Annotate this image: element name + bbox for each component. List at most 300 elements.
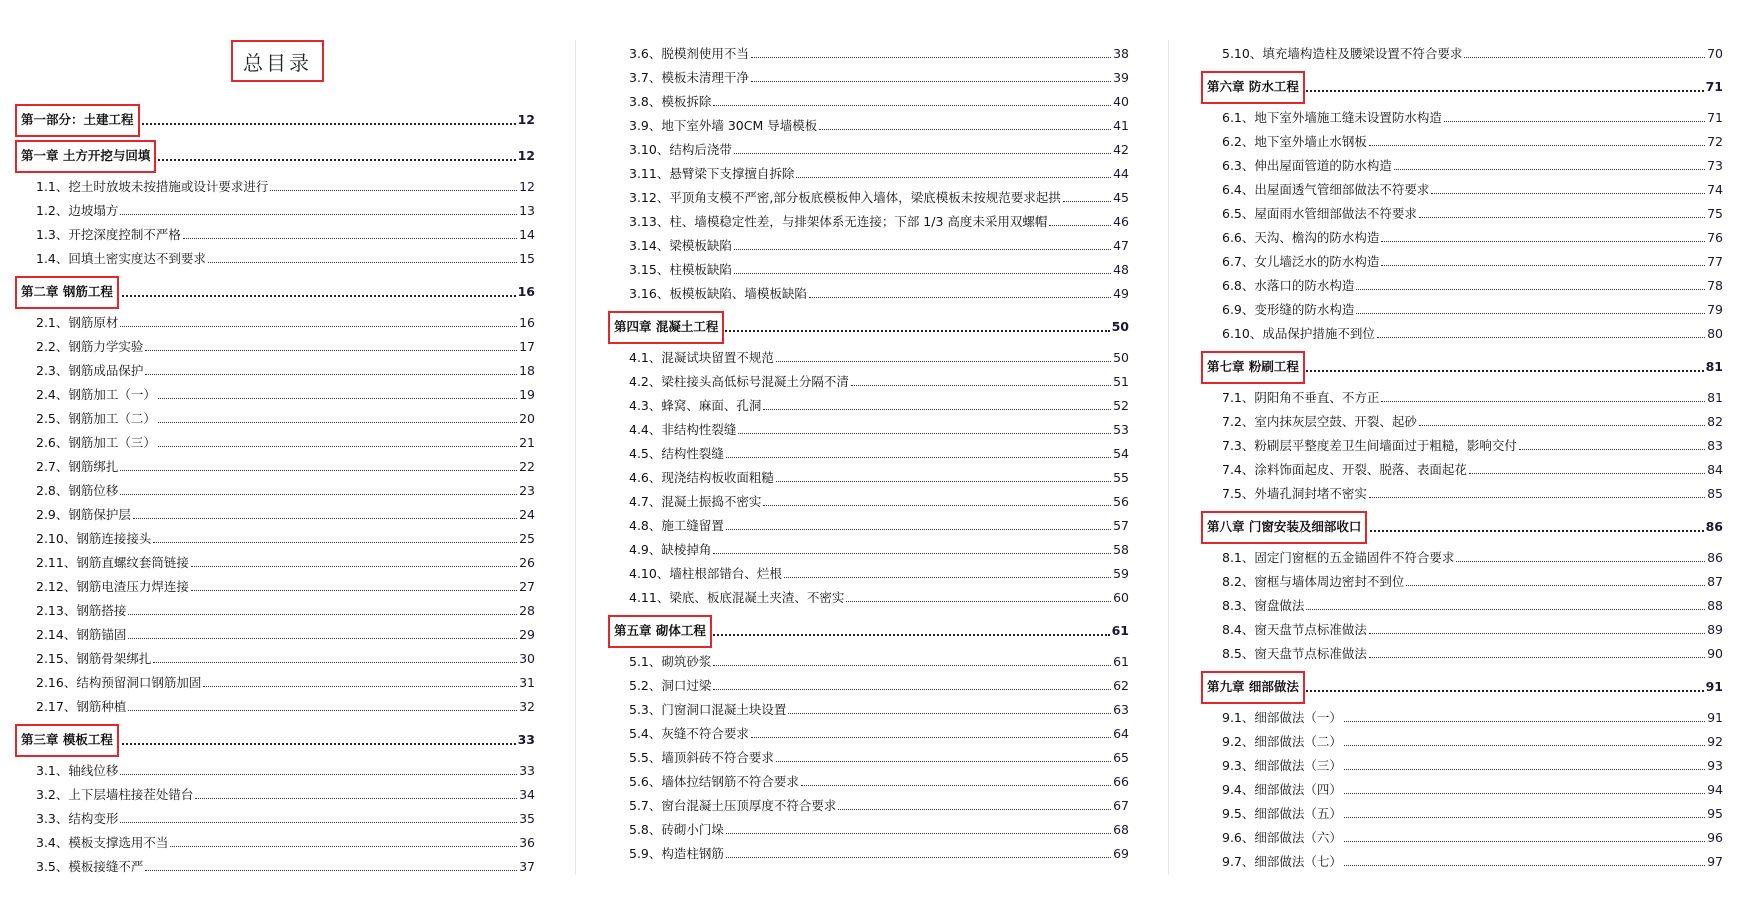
entry-title: 3.8、模板拆除 (629, 94, 712, 109)
page-number: 67 (1113, 798, 1129, 813)
page-number: 90 (1707, 646, 1723, 661)
entry-title: 3.9、地下室外墙 30CM 导墙模板 (629, 118, 818, 133)
entry-title: 7.1、阴阳角不垂直、不方正 (1222, 390, 1380, 405)
toc-entry[interactable] (608, 698, 1129, 722)
dot-leader (195, 798, 517, 799)
page-number: 26 (519, 555, 535, 570)
page-number: 80 (1707, 326, 1723, 341)
dot-leader (784, 577, 1111, 578)
dot-leader (1369, 145, 1705, 146)
entry-title: 3.4、模板支撑选用不当 (36, 835, 169, 850)
dot-leader (145, 350, 517, 351)
page-number: 48 (1113, 262, 1129, 277)
page-number: 28 (519, 603, 535, 618)
chapter-title: 第二章 钢筋工程 (15, 284, 115, 300)
entry-title: 2.9、钢筋保护层 (36, 507, 131, 522)
entry-title: 7.5、外墙孔洞封堵不密实 (1222, 486, 1367, 501)
chapter-title: 第八章 门窗安装及细部收口 (1201, 519, 1363, 535)
toc-entry[interactable] (15, 455, 535, 479)
dot-leader (713, 105, 1111, 106)
dot-leader (120, 494, 517, 495)
dot-leader (838, 809, 1111, 810)
toc-entry[interactable] (1201, 642, 1723, 666)
toc-entry[interactable] (1201, 410, 1723, 434)
dot-leader (1344, 721, 1705, 722)
page-number: 27 (519, 579, 535, 594)
toc-entry[interactable] (608, 586, 1129, 610)
page-number: 77 (1707, 254, 1723, 269)
dot-leader (120, 822, 517, 823)
page-number: 17 (519, 339, 535, 354)
toc-entry[interactable] (15, 855, 535, 879)
entry-title: 5.2、洞口过梁 (629, 678, 712, 693)
toc-entry[interactable] (608, 90, 1129, 114)
toc-entry[interactable] (15, 407, 535, 431)
page-number: 25 (519, 531, 535, 546)
dot-leader (183, 238, 517, 239)
page-number: 31 (519, 675, 535, 690)
toc-column-2 (608, 42, 1129, 866)
toc-entry[interactable] (608, 258, 1129, 282)
toc-entry[interactable] (1201, 826, 1723, 850)
page-number: 70 (1707, 46, 1723, 61)
page-number: 13 (519, 203, 535, 218)
toc-entry[interactable] (1201, 754, 1723, 778)
entry-title: 6.1、地下室外墙施工缝未设置防水构造 (1222, 110, 1442, 125)
entry-title: 4.1、混凝试块留置不规范 (629, 350, 774, 365)
page-number: 51 (1113, 374, 1129, 389)
toc-chapter-heading[interactable] (15, 275, 535, 307)
toc-entry[interactable] (1201, 298, 1723, 322)
toc-entry[interactable] (1201, 42, 1723, 66)
toc-entry[interactable] (15, 359, 535, 383)
page-number: 12 (517, 148, 535, 163)
dot-leader (1519, 449, 1705, 450)
toc-entry[interactable] (608, 394, 1129, 418)
page-divider (575, 40, 576, 875)
toc-entry[interactable] (608, 282, 1129, 306)
toc-entry[interactable] (15, 175, 535, 199)
dot-leader (1344, 793, 1705, 794)
toc-entry[interactable] (608, 210, 1129, 234)
toc-entry[interactable] (15, 503, 535, 527)
toc-entry[interactable] (15, 311, 535, 335)
page-number: 73 (1707, 158, 1723, 173)
page-number: 83 (1707, 438, 1723, 453)
page-number: 75 (1707, 206, 1723, 221)
dot-leader (776, 361, 1111, 362)
entry-title: 7.4、涂料饰面起皮、开裂、脱落、表面起花 (1222, 462, 1467, 477)
dot-leader (1419, 425, 1705, 426)
entry-title: 4.3、蜂窝、麻面、孔洞 (629, 398, 762, 413)
page-number: 54 (1113, 446, 1129, 461)
entry-title: 8.4、窗天盘节点标准做法 (1222, 622, 1367, 637)
entry-title: 5.9、构造柱钢筋 (629, 846, 724, 861)
dot-leader (145, 870, 517, 871)
page-number: 12 (517, 112, 535, 127)
dot-leader (1456, 561, 1705, 562)
dot-leader (153, 662, 517, 663)
toc-entry[interactable] (1201, 570, 1723, 594)
dot-leader (120, 774, 517, 775)
page-number: 84 (1707, 462, 1723, 477)
dot-leader (1344, 865, 1705, 866)
entry-title: 3.16、板模板缺陷、墙模板缺陷 (629, 286, 807, 301)
page-number: 49 (1113, 286, 1129, 301)
toc-entry[interactable] (15, 807, 535, 831)
entry-title: 3.7、模板未清理干净 (629, 70, 749, 85)
toc-entry[interactable] (15, 551, 535, 575)
toc-entry[interactable] (1201, 202, 1723, 226)
toc-chapter-heading[interactable] (1201, 670, 1723, 702)
entry-title: 4.5、结构性裂缝 (629, 446, 724, 461)
dot-leader (1394, 169, 1705, 170)
page-number: 45 (1113, 190, 1129, 205)
dot-leader (191, 590, 517, 591)
page-number: 71 (1707, 110, 1723, 125)
dot-leader (1444, 121, 1705, 122)
page-number: 35 (519, 811, 535, 826)
entry-title: 2.1、钢筋原材 (36, 315, 119, 330)
toc-entry[interactable] (1201, 226, 1723, 250)
toc-entry[interactable] (1201, 250, 1723, 274)
dot-leader (738, 433, 1111, 434)
entry-title: 4.4、非结构性裂缝 (629, 422, 737, 437)
entry-title: 3.14、梁模板缺陷 (629, 238, 732, 253)
dot-leader (751, 737, 1111, 738)
entry-title: 8.1、固定门窗框的五金锚固件不符合要求 (1222, 550, 1455, 565)
entry-title: 4.6、现浇结构板收面粗糙 (629, 470, 774, 485)
toc-entry[interactable] (15, 431, 535, 455)
toc-entry[interactable] (608, 42, 1129, 66)
entry-title: 9.3、细部做法（三） (1222, 758, 1342, 773)
page-number: 44 (1113, 166, 1129, 181)
dot-leader (153, 542, 517, 543)
page-number: 93 (1707, 758, 1723, 773)
toc-title: 总目录 (231, 40, 324, 82)
page-number: 14 (519, 227, 535, 242)
dot-leader (1356, 313, 1705, 314)
page-number: 79 (1707, 302, 1723, 317)
dot-leader (1464, 57, 1705, 58)
page-number: 68 (1113, 822, 1129, 837)
entry-title: 3.15、柱模板缺陷 (629, 262, 732, 277)
entry-title: 6.2、地下室外墙止水钢板 (1222, 134, 1367, 149)
toc-entry[interactable] (15, 247, 535, 271)
toc-entry[interactable] (608, 466, 1129, 490)
dot-leader (726, 529, 1111, 530)
toc-entry[interactable] (1201, 130, 1723, 154)
page-number: 60 (1113, 590, 1129, 605)
page-number: 58 (1113, 542, 1129, 557)
toc-entry[interactable] (1201, 274, 1723, 298)
dot-leader (809, 297, 1111, 298)
toc-entry[interactable] (15, 527, 535, 551)
entry-title: 3.13、柱、墙模稳定性差，与排架体系无连接；下部 1/3 高度未采用双螺帽 (629, 214, 1048, 229)
page-number: 34 (519, 787, 535, 802)
page-number: 42 (1113, 142, 1129, 157)
entry-title: 6.5、屋面雨水管细部做法不符要求 (1222, 206, 1417, 221)
toc-entry[interactable] (15, 599, 535, 623)
toc-entry[interactable] (608, 722, 1129, 746)
entry-title: 4.2、梁柱接头高低标号混凝土分隔不清 (629, 374, 849, 389)
toc-entry[interactable] (1201, 458, 1723, 482)
toc-entry[interactable] (15, 647, 535, 671)
dot-leader (120, 470, 517, 471)
dot-leader (120, 326, 517, 327)
page-number: 76 (1707, 230, 1723, 245)
entry-title: 9.6、细部做法（六） (1222, 830, 1342, 845)
dot-leader (734, 273, 1111, 274)
entry-title: 3.3、结构变形 (36, 811, 119, 826)
entry-title: 9.1、细部做法（一） (1222, 710, 1342, 725)
entry-title: 8.5、窗天盘节点标准做法 (1222, 646, 1367, 661)
page-number: 36 (519, 835, 535, 850)
page-number: 21 (519, 435, 535, 450)
dot-leader (776, 481, 1111, 482)
toc-entry[interactable] (608, 746, 1129, 770)
toc-chapter-heading[interactable] (608, 310, 1129, 342)
toc-entry[interactable] (15, 623, 535, 647)
dot-leader (710, 634, 1110, 636)
dot-leader (726, 857, 1111, 858)
page-number: 86 (1705, 519, 1723, 534)
page-number: 50 (1113, 350, 1129, 365)
toc-entry[interactable] (608, 538, 1129, 562)
toc-entry[interactable] (15, 335, 535, 359)
toc-entry[interactable] (1201, 154, 1723, 178)
page-number: 39 (1113, 70, 1129, 85)
dot-leader (713, 689, 1111, 690)
toc-entry[interactable] (608, 346, 1129, 370)
page-number: 41 (1113, 118, 1129, 133)
page-number: 69 (1113, 846, 1129, 861)
toc-chapter-heading[interactable] (1201, 70, 1723, 102)
page-divider (1168, 40, 1169, 875)
toc-entry[interactable] (608, 114, 1129, 138)
page-number: 15 (519, 251, 535, 266)
entry-title: 2.3、钢筋成品保护 (36, 363, 144, 378)
toc-chapter-heading[interactable] (1201, 350, 1723, 382)
entry-title: 4.11、梁底、板底混凝土夹渣、不密实 (629, 590, 845, 605)
dot-leader (1306, 609, 1705, 610)
page-number: 65 (1113, 750, 1129, 765)
entry-title: 2.17、钢筋种植 (36, 699, 127, 714)
entry-title: 2.5、钢筋加工（二） (36, 411, 156, 426)
toc-entry[interactable] (15, 199, 535, 223)
entry-title: 4.9、缺棱掉角 (629, 542, 712, 557)
toc-entry[interactable] (608, 794, 1129, 818)
entry-title: 8.3、窗盘做法 (1222, 598, 1305, 613)
page-number: 63 (1113, 702, 1129, 717)
dot-leader (713, 665, 1111, 666)
toc-chapter-heading[interactable] (608, 614, 1129, 646)
page-number: 91 (1705, 679, 1723, 694)
page-number: 53 (1113, 422, 1129, 437)
toc-chapter-heading[interactable] (15, 103, 535, 135)
toc-entry[interactable] (1201, 434, 1723, 458)
entry-title: 5.7、窗台混凝土压顶厚度不符合要求 (629, 798, 837, 813)
toc-entry[interactable] (1201, 178, 1723, 202)
entry-title: 2.8、钢筋位移 (36, 483, 119, 498)
chapter-title: 第一章 土方开挖与回填 (15, 148, 152, 164)
toc-entry[interactable] (15, 383, 535, 407)
dot-leader (763, 505, 1111, 506)
page-number: 57 (1113, 518, 1129, 533)
entry-title: 2.13、钢筋搭接 (36, 603, 127, 618)
page-number: 71 (1705, 79, 1723, 94)
entry-title: 5.1、砌筑砂浆 (629, 654, 712, 669)
dot-leader (133, 518, 517, 519)
toc-entry[interactable] (1201, 618, 1723, 642)
dot-leader (726, 833, 1111, 834)
entry-title: 8.2、窗框与墙体周边密封不到位 (1222, 574, 1405, 589)
toc-chapter-heading[interactable] (1201, 510, 1723, 542)
toc-entry[interactable] (1201, 706, 1723, 730)
page-number: 47 (1113, 238, 1129, 253)
entry-title: 1.3、开挖深度控制不严格 (36, 227, 181, 242)
entry-title: 1.1、挖土时放坡未按措施或设计要求进行 (36, 179, 269, 194)
toc-entry[interactable] (608, 514, 1129, 538)
toc-entry[interactable] (15, 479, 535, 503)
entry-title: 2.2、钢筋力学实验 (36, 339, 144, 354)
toc-entry[interactable] (608, 818, 1129, 842)
toc-entry[interactable] (1201, 482, 1723, 506)
page-number: 97 (1707, 854, 1723, 869)
toc-entry[interactable] (15, 575, 535, 599)
dot-leader (1063, 201, 1111, 202)
toc-entry[interactable] (1201, 778, 1723, 802)
toc-entry[interactable] (15, 831, 535, 855)
entry-title: 6.8、水落口的防水构造 (1222, 278, 1355, 293)
page-number: 38 (1113, 46, 1129, 61)
page-number: 92 (1707, 734, 1723, 749)
toc-entry[interactable] (608, 770, 1129, 794)
toc-entry[interactable] (608, 138, 1129, 162)
dot-leader (1344, 841, 1705, 842)
toc-entry[interactable] (15, 759, 535, 783)
page-number: 64 (1113, 726, 1129, 741)
dot-leader (128, 638, 517, 639)
toc-entry[interactable] (1201, 386, 1723, 410)
dot-leader (1369, 657, 1705, 658)
page-number: 96 (1707, 830, 1723, 845)
toc-entry[interactable] (1201, 546, 1723, 570)
entry-title: 1.4、回填土密实度达不到要求 (36, 251, 206, 266)
dot-leader (117, 295, 516, 297)
page-number: 81 (1707, 390, 1723, 405)
entry-title: 2.10、钢筋连接接头 (36, 531, 152, 546)
dot-leader (1303, 690, 1704, 692)
dot-leader (128, 710, 517, 711)
toc-entry[interactable] (1201, 322, 1723, 346)
toc-entry[interactable] (15, 783, 535, 807)
entry-title: 9.7、细部做法（七） (1222, 854, 1342, 869)
page-number: 62 (1113, 678, 1129, 693)
dot-leader (1344, 745, 1705, 746)
toc-chapter-heading[interactable] (15, 139, 535, 171)
entry-title: 9.4、细部做法（四） (1222, 782, 1342, 797)
page-number: 16 (519, 315, 535, 330)
page-number: 78 (1707, 278, 1723, 293)
page-number: 33 (519, 763, 535, 778)
dot-leader (1377, 337, 1705, 338)
toc-entry[interactable] (15, 695, 535, 719)
page-number: 24 (519, 507, 535, 522)
dot-leader (776, 761, 1111, 762)
entry-title: 2.14、钢筋锚固 (36, 627, 127, 642)
toc-chapter-heading[interactable] (15, 723, 535, 755)
dot-leader (270, 190, 517, 191)
toc-entry[interactable] (1201, 850, 1723, 874)
dot-leader (1365, 530, 1703, 532)
toc-entry[interactable] (608, 162, 1129, 186)
entry-title: 9.5、细部做法（五） (1222, 806, 1342, 821)
page-number: 33 (517, 732, 535, 747)
entry-title: 5.8、砖砌小门垛 (629, 822, 724, 837)
toc-entry[interactable] (1201, 594, 1723, 618)
entry-title: 6.4、出屋面透气管细部做法不符要求 (1222, 182, 1430, 197)
toc-column-3 (1201, 42, 1723, 874)
dot-leader (1419, 217, 1705, 218)
page-number: 61 (1111, 623, 1129, 638)
dot-leader (158, 446, 517, 447)
page-number: 91 (1707, 710, 1723, 725)
entry-title: 5.4、灰缝不符合要求 (629, 726, 749, 741)
toc-entry[interactable] (1201, 802, 1723, 826)
toc-entry[interactable] (608, 674, 1129, 698)
dot-leader (203, 686, 517, 687)
page-number: 23 (519, 483, 535, 498)
chapter-title: 第五章 砌体工程 (608, 623, 708, 639)
entry-title: 9.2、细部做法（二） (1222, 734, 1342, 749)
page-number: 32 (519, 699, 535, 714)
page-number: 20 (519, 411, 535, 426)
page-number: 94 (1707, 782, 1723, 797)
toc-entry[interactable] (608, 370, 1129, 394)
dot-leader (158, 398, 517, 399)
page-number: 56 (1113, 494, 1129, 509)
entry-title: 3.12、平顶角支模不严密,部分板底模板伸入墙体，梁底模板未按规范要求起拱 (629, 190, 1061, 205)
toc-entry[interactable] (608, 650, 1129, 674)
page-number: 85 (1707, 486, 1723, 501)
chapter-title: 第四章 混凝土工程 (608, 319, 720, 335)
toc-entry[interactable] (15, 671, 535, 695)
page-number: 87 (1707, 574, 1723, 589)
toc-entry[interactable] (1201, 106, 1723, 130)
entry-title: 3.1、轴线位移 (36, 763, 119, 778)
page-number: 55 (1113, 470, 1129, 485)
dot-leader (751, 81, 1111, 82)
dot-leader (138, 123, 516, 125)
entry-title: 4.7、混凝土振捣不密实 (629, 494, 762, 509)
dot-leader (1431, 193, 1705, 194)
toc-entry[interactable] (15, 223, 535, 247)
toc-entry[interactable] (608, 442, 1129, 466)
entry-title: 5.3、门窗洞口混凝土块设置 (629, 702, 787, 717)
toc-entry[interactable] (608, 66, 1129, 90)
toc-entry[interactable] (608, 418, 1129, 442)
toc-entry[interactable] (608, 234, 1129, 258)
entry-title: 2.6、钢筋加工（三） (36, 435, 156, 450)
toc-entry[interactable] (608, 186, 1129, 210)
toc-entry[interactable] (608, 842, 1129, 866)
page-number: 16 (517, 284, 535, 299)
toc-entry[interactable] (608, 562, 1129, 586)
toc-entry[interactable] (608, 490, 1129, 514)
toc-entry[interactable] (1201, 730, 1723, 754)
entry-title: 5.10、填充墙构造柱及腰梁设置不符合要求 (1222, 46, 1463, 61)
